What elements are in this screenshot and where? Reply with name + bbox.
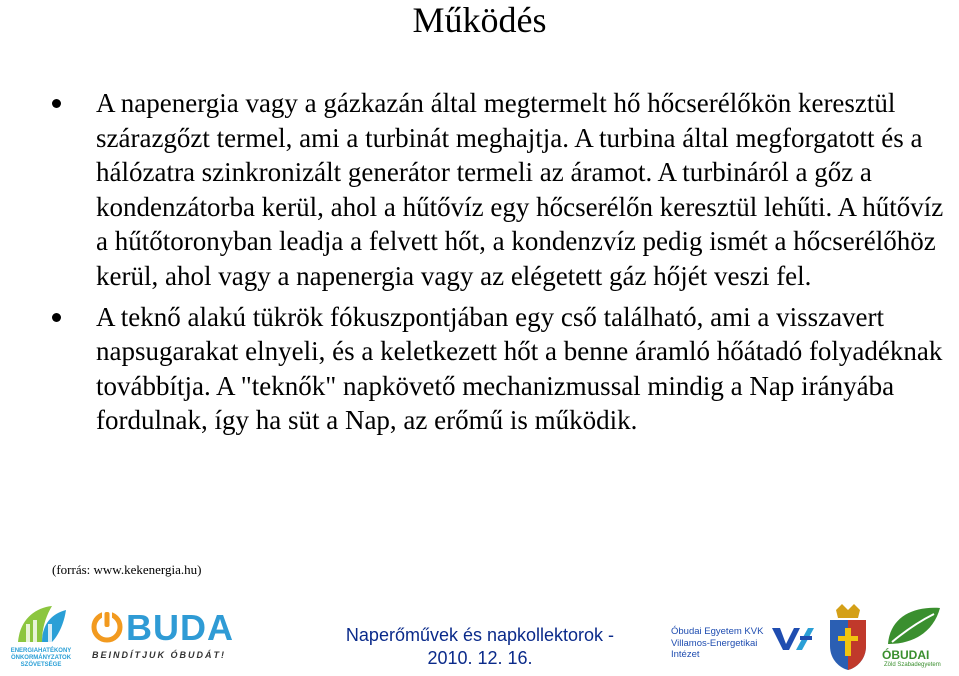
- green-logo-word: ÓBUDAI: [882, 648, 930, 662]
- green-university-logo: [876, 604, 956, 672]
- association-logo-text: ENERGIAHATÉKONY ÖNKORMÁNYZATOK SZÖVETSÉGE: [10, 648, 72, 668]
- power-icon: [90, 610, 124, 644]
- obuda-logo-slogan: BEINDÍTJUK ÓBUDÁT!: [92, 650, 226, 660]
- university-label: [671, 626, 771, 661]
- footer-caption: [300, 624, 660, 670]
- obuda-logo: [90, 608, 240, 664]
- footer-date: 2010. 12. 16.: [427, 648, 533, 668]
- bullet-item: [52, 86, 952, 294]
- leaf-icon: [884, 604, 944, 648]
- footer: [0, 596, 959, 676]
- bullet-item: [52, 300, 952, 438]
- bullet-list: [52, 86, 952, 444]
- footer-title: Naperőművek és napkollektorok -: [345, 625, 615, 645]
- university-line: Intézet: [671, 649, 700, 660]
- energy-association-logo: [8, 602, 74, 676]
- bullet-dot-icon: [52, 313, 61, 322]
- bullet-dot-icon: [52, 99, 61, 108]
- source-note: (forrás: www.kekenergia.hu): [52, 562, 202, 577]
- bullet-text: A napenergia vagy a gázkazán által megtermelt hő hőcserélőkön keresztül szárazgőzt termel, ami a turbinát meghajtja. A turbina által megforgatott és a hálózatra szinkronizált generátor termeli az áramot. A turbináról a gőz a kondenzátorba kerül, ahol a hűtővíz egy hőcserélőn keresztül lehűti. A hűtővíz a hűtőtoronyban leadja a felvett hőt, a kondenzvíz pedig ismét a hőcserélőhöz kerül, ahol vagy a napenergia vagy az elégetett gáz hőjét veszi fel.: [96, 88, 944, 291]
- university-line: Óbudai Egyetem KVK: [671, 626, 764, 637]
- bullet-text: A teknő alakú tükrök fókuszpontjában egy cső található, ami a visszavert napsugarakat elnyeli, és a keletkezett hőt a benne áramló hőátadó folyadéknak továbbítja. A "teknők" napkövető mechanizmussal mindig a Nap irányába fordulnak, így ha süt a Nap, az erőmű is működik.: [96, 301, 943, 436]
- coat-of-arms-icon: [822, 602, 874, 672]
- obuda-logo-word: BUDA: [126, 607, 234, 648]
- vei-logo-icon: [770, 624, 816, 652]
- university-line: Villamos-Energetikai: [671, 637, 758, 649]
- green-logo-sub: Zöld Szabadegyetem: [884, 662, 941, 668]
- leaf-building-icon: [12, 602, 70, 646]
- slide-title: Működés: [412, 0, 547, 40]
